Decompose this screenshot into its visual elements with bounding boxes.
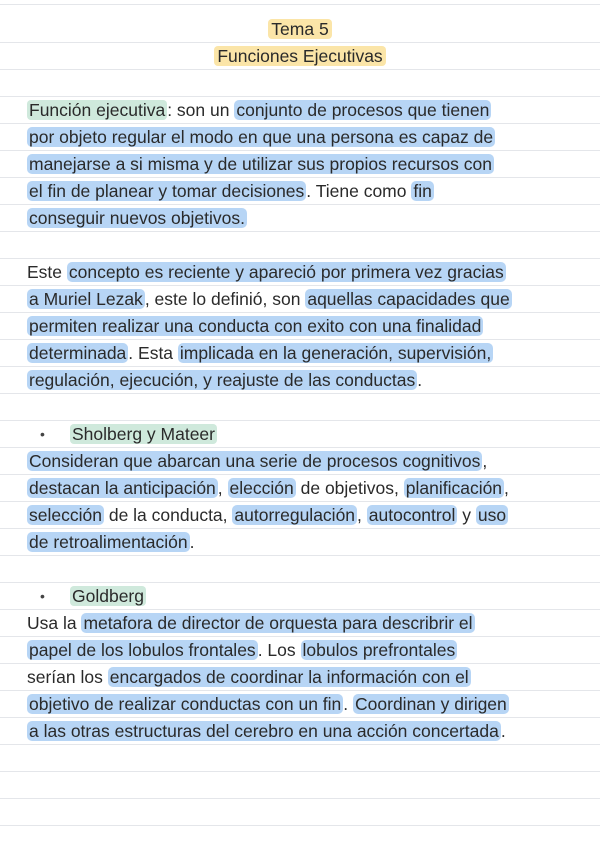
plain-text: y xyxy=(457,505,476,525)
section1-heading-line xyxy=(0,421,600,448)
plain-text: serían los xyxy=(27,667,108,687)
section2-line-2 xyxy=(0,637,600,664)
section2-line-4 xyxy=(0,691,600,718)
blue-highlight: metafora de director de orquesta para describrir el xyxy=(83,613,473,633)
para1-line-3 xyxy=(0,151,600,178)
blue-highlight: Coordinan y dirigen xyxy=(355,694,507,714)
blue-highlight: conjunto de procesos que tienen xyxy=(236,100,490,120)
tema-line xyxy=(0,16,600,43)
section-heading: Sholberg y Mateer xyxy=(72,424,215,444)
section1-line-2 xyxy=(0,475,600,502)
section2-line-1 xyxy=(0,610,600,637)
para2-line-2 xyxy=(0,286,600,313)
bullet-icon: • xyxy=(40,588,45,604)
plain-text: de la conducta, xyxy=(103,505,233,525)
blue-highlight: autorregulación xyxy=(234,505,356,525)
plain-text: : son un xyxy=(167,100,235,120)
title-line xyxy=(0,43,600,70)
section1-line-4 xyxy=(0,529,600,556)
blue-highlight: manejarse a si misma y de utilizar sus propios recursos con xyxy=(29,154,492,174)
plain-text: . xyxy=(343,694,354,714)
plain-text: , este lo definió, son xyxy=(144,289,306,309)
section-heading: Goldberg xyxy=(72,586,144,606)
blue-highlight: elección xyxy=(229,478,294,498)
blue-highlight: de retroalimentación xyxy=(29,532,188,552)
blue-highlight: destacan la anticipación xyxy=(29,478,216,498)
plain-text: , xyxy=(217,478,228,498)
section2-line-3 xyxy=(0,664,600,691)
plain-text: , xyxy=(504,478,509,498)
plain-text: Usa la xyxy=(27,613,82,633)
plain-text: , xyxy=(357,505,367,525)
para1-line-2 xyxy=(0,124,600,151)
para2-line-5 xyxy=(0,367,600,394)
blue-highlight: permiten realizar una conducta con exito con una finalidad xyxy=(29,316,482,336)
blank-line xyxy=(0,394,600,421)
para1-line-1 xyxy=(0,97,600,124)
blank-line xyxy=(0,232,600,259)
blue-highlight: selección xyxy=(29,505,102,525)
tema-label: Tema 5 xyxy=(268,19,331,39)
blue-highlight: conseguir nuevos objetivos. xyxy=(29,208,245,228)
blue-highlight: regulación, ejecución, y reajuste de las conductas xyxy=(29,370,416,390)
blue-highlight: encargados de coordinar la información con el xyxy=(109,667,469,687)
blue-highlight: determinada xyxy=(29,343,127,363)
blue-highlight: Consideran que abarcan una serie de procesos cognitivos xyxy=(29,451,481,471)
blue-highlight: implicada en la generación, supervisión, xyxy=(179,343,492,363)
section1-line-3 xyxy=(0,502,600,529)
section2-heading-line xyxy=(0,583,600,610)
blue-highlight: lobulos prefrontales xyxy=(302,640,456,660)
plain-text: . xyxy=(189,532,195,552)
plain-text: de objetivos, xyxy=(295,478,404,498)
blue-highlight: planificación xyxy=(405,478,503,498)
para2-line-1 xyxy=(0,259,600,286)
plain-text: Este xyxy=(27,262,67,282)
blue-highlight: el fin de planear y tomar decisiones xyxy=(29,181,305,201)
blue-highlight: uso xyxy=(477,505,507,525)
blue-highlight: por objeto regular el modo en que una persona es capaz de xyxy=(29,127,494,147)
plain-text: . xyxy=(500,721,506,741)
plain-text: . Esta xyxy=(128,343,178,363)
section2-line-5 xyxy=(0,718,600,745)
term-highlight: Función ejecutiva xyxy=(29,100,166,120)
blank-line xyxy=(0,556,600,583)
page-title: Funciones Ejecutivas xyxy=(214,46,385,66)
blue-highlight: a las otras estructuras del cerebro en una acción concertada xyxy=(29,721,499,741)
blue-highlight: a Muriel Lezak xyxy=(29,289,143,309)
bullet-icon: • xyxy=(40,426,45,442)
para2-line-3 xyxy=(0,313,600,340)
para1-line-5 xyxy=(0,205,600,232)
blank-line xyxy=(0,70,600,97)
blue-highlight: fin xyxy=(413,181,432,201)
plain-text: . Tiene como xyxy=(306,181,412,201)
para2-line-4 xyxy=(0,340,600,367)
blue-highlight: objetivo de realizar conductas con un fin xyxy=(29,694,342,714)
blue-highlight: papel de los lobulos frontales xyxy=(29,640,256,660)
blue-highlight: aquellas capacidades que xyxy=(307,289,510,309)
notebook-page xyxy=(0,16,600,745)
plain-text: . xyxy=(417,370,423,390)
plain-text: , xyxy=(482,451,488,471)
blue-highlight: autocontrol xyxy=(368,505,456,525)
blue-highlight: concepto es reciente y apareció por primera vez gracias xyxy=(68,262,504,282)
para1-line-4 xyxy=(0,178,600,205)
plain-text: . Los xyxy=(257,640,301,660)
section1-line-1 xyxy=(0,448,600,475)
